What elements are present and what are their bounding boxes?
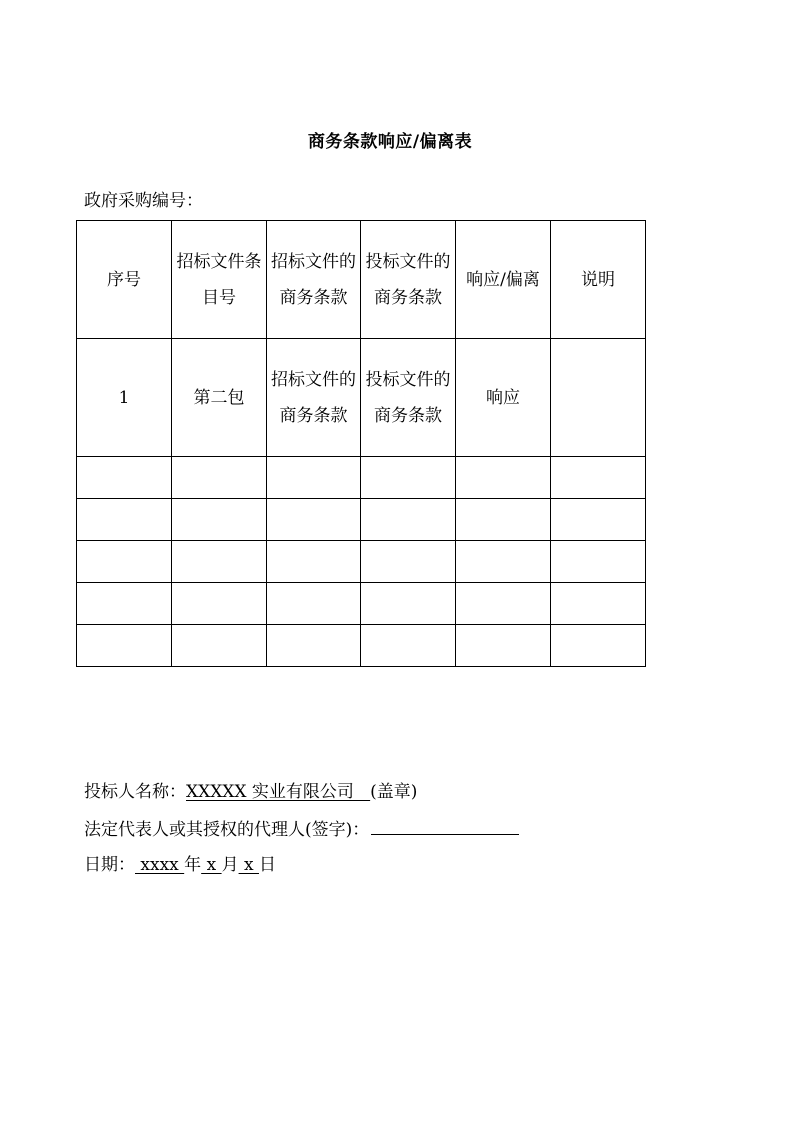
signature-blank[interactable]	[371, 818, 519, 835]
table-row	[77, 499, 646, 541]
cell-remarks	[551, 541, 646, 583]
table-row	[77, 339, 646, 457]
cell-tender-commercial-terms	[267, 499, 361, 541]
cell-seq: 1	[77, 339, 172, 457]
bidder-name-label: 投标人名称：	[84, 782, 186, 802]
table-row	[77, 541, 646, 583]
date-year-unit: 年	[184, 855, 202, 875]
date-label: 日期：	[84, 855, 135, 875]
seal-note: (盖章)	[370, 782, 418, 802]
header-response-deviation: 响应/偏离	[456, 221, 551, 339]
cell-tender-item-no	[172, 457, 267, 499]
date-line	[84, 850, 276, 875]
cell-response-deviation: 响应	[456, 339, 551, 457]
bidder-name-value: XXXXX 实业有限公司	[186, 782, 371, 802]
document-title: 商务条款响应/偏离表	[307, 132, 473, 152]
table-row	[77, 625, 646, 667]
cell-response-deviation	[456, 625, 551, 667]
cell-tender-item-no: 第二包	[172, 339, 267, 457]
cell-bid-commercial-terms	[361, 499, 456, 541]
cell-bid-commercial-terms	[361, 583, 456, 625]
cell-tender-item-no	[172, 499, 267, 541]
representative-label: 法定代表人或其授权的代理人(签字)：	[84, 820, 370, 840]
cell-remarks	[551, 457, 646, 499]
header-bid-commercial-terms: 投标文件的商务条款	[361, 221, 456, 339]
table-header-row	[77, 221, 646, 339]
response-deviation-table	[76, 220, 646, 667]
date-day-value: x	[238, 855, 259, 875]
cell-tender-item-no	[172, 541, 267, 583]
cell-remarks	[551, 339, 646, 457]
cell-seq	[77, 541, 172, 583]
table-row	[77, 583, 646, 625]
cell-response-deviation	[456, 583, 551, 625]
cell-tender-commercial-terms	[267, 583, 361, 625]
header-seq: 序号	[77, 221, 172, 339]
representative-signature-line	[84, 815, 519, 840]
cell-seq	[77, 499, 172, 541]
cell-response-deviation	[456, 499, 551, 541]
header-remarks: 说明	[551, 221, 646, 339]
cell-remarks	[551, 625, 646, 667]
header-tender-commercial-terms: 招标文件的商务条款	[267, 221, 361, 339]
cell-seq	[77, 625, 172, 667]
cell-bid-commercial-terms	[361, 457, 456, 499]
cell-seq	[77, 457, 172, 499]
table-row	[77, 457, 646, 499]
cell-tender-item-no	[172, 625, 267, 667]
cell-bid-commercial-terms	[361, 541, 456, 583]
cell-remarks	[551, 583, 646, 625]
date-year-value: xxxx	[135, 855, 185, 875]
cell-tender-commercial-terms	[267, 457, 361, 499]
cell-bid-commercial-terms: 投标文件的商务条款	[361, 339, 456, 457]
header-tender-item-no: 招标文件条目号	[172, 221, 267, 339]
cell-response-deviation	[456, 457, 551, 499]
cell-response-deviation	[456, 541, 551, 583]
procurement-number-label: 政府采购编号：	[84, 191, 203, 211]
date-day-unit: 日	[258, 855, 276, 875]
cell-seq	[77, 583, 172, 625]
cell-tender-commercial-terms	[267, 625, 361, 667]
cell-tender-commercial-terms	[267, 541, 361, 583]
date-month-value: x	[201, 855, 222, 875]
cell-tender-commercial-terms: 招标文件的商务条款	[267, 339, 361, 457]
cell-remarks	[551, 499, 646, 541]
date-month-unit: 月	[221, 855, 239, 875]
cell-bid-commercial-terms	[361, 625, 456, 667]
cell-tender-item-no	[172, 583, 267, 625]
bidder-name-line	[84, 777, 417, 802]
